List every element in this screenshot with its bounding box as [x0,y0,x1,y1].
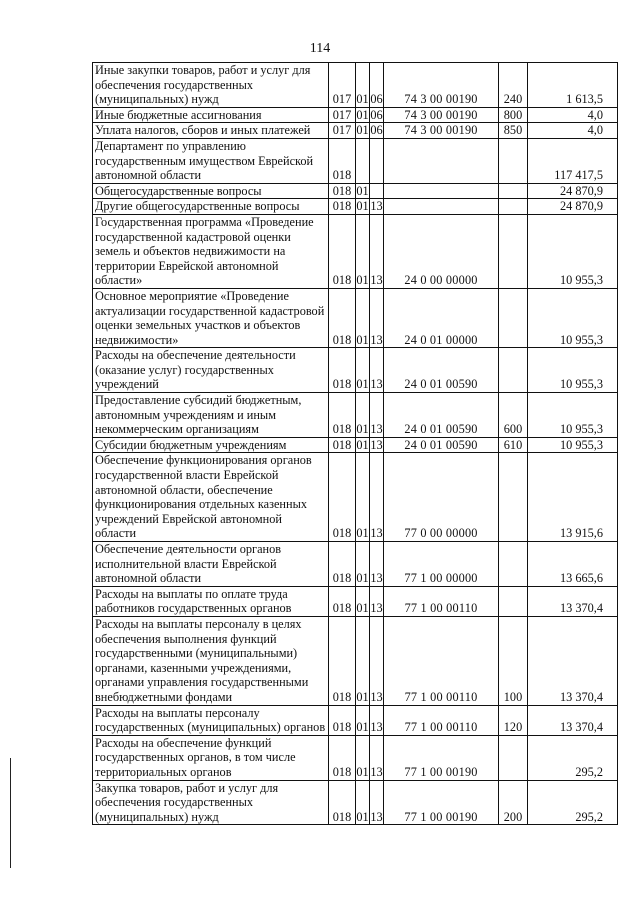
subsection-code: 13 [370,780,384,825]
amount: 10 955,3 [528,393,618,438]
expense-type-code [499,586,528,616]
table-row [93,63,618,108]
amount: 10 955,3 [528,214,618,288]
row-name: Расходы на выплаты персоналу в целях обеспечения выполнения функций государственными (муниципальными) органами, казенными учреждениями, органами управления государственными внебюджетными фондами [93,616,329,705]
amount: 1 613,5 [528,63,618,108]
row-name: Департамент по управлению государственным имуществом Еврейской автономной области [93,138,329,183]
target-article-code: 74 3 00 00190 [384,123,499,139]
amount: 117 417,5 [528,138,618,183]
section-code: 01 [356,542,370,587]
amount: 295,2 [528,735,618,780]
subsection-code: 13 [370,214,384,288]
page-number: 114 [309,41,331,56]
section-code: 01 [356,437,369,452]
amount: 10 955,3 [528,348,618,393]
row-name: Государственная программа «Проведение государственной кадастровой оценки земель и объектов недвижимости на территории Еврейской автономной области» [93,214,329,288]
target-article-code: 77 1 00 00000 [384,542,499,587]
table-row [93,138,618,183]
amount: 13 370,4 [528,705,618,735]
subsection-code: 13 [370,199,383,214]
ministry-code: 018 [329,453,356,542]
expense-type-code [499,214,528,288]
row-name: Расходы на выплаты персоналу государственных (муниципальных) органов [93,705,329,735]
ministry-code: 017 [329,123,356,139]
subsection-code: 13 [370,348,384,393]
margin-line [10,758,11,868]
expense-type-code: 850 [499,123,528,139]
ministry-code: 017 [329,63,356,108]
ministry-code: 018 [329,393,356,438]
ministry-code: 018 [329,542,356,587]
section-code: 01 [356,214,370,288]
row-name: Расходы на выплаты по оплате труда работников государственных органов [93,586,329,616]
table-row [93,735,618,780]
section-code: 01 [356,348,370,393]
row-name: Основное мероприятие «Проведение актуализации государственной кадастровой оценки земельных участков и объектов недвижимости» [93,288,329,347]
section-code: 01 [356,780,370,825]
table-row [93,437,618,453]
section-code: 01 [356,453,370,542]
target-article-code [384,183,499,199]
subsection-code: 13 [370,616,384,705]
target-article-code: 74 3 00 00190 [384,63,499,108]
row-name: Расходы на обеспечение деятельности (оказание услуг) государственных учреждений [93,348,329,393]
section-code: 01 [356,63,370,108]
subsection-code: 13 [370,586,384,616]
table-row [93,348,618,393]
target-article-code: 77 1 00 00110 [384,616,499,705]
table-row [93,705,618,735]
expense-type-code [499,183,528,199]
row-name: Уплата налогов, сборов и иных платежей [93,123,329,139]
ministry-code: 018 [329,616,356,705]
row-name: Общегосударственные вопросы [93,183,329,199]
row-name: Иные закупки товаров, работ и услуг для обеспечения государственных (муниципальных) нужд [93,63,329,108]
target-article-code: 77 0 00 00000 [384,453,499,542]
amount: 13 370,4 [528,586,618,616]
amount: 24 870,9 [528,199,618,215]
table-row [93,586,618,616]
table-row [93,107,618,123]
subsection-code: 13 [370,542,384,587]
table-row [93,393,618,438]
ministry-code: 018 [329,288,356,347]
subsection-code: 13 [370,393,384,438]
section-code: 01 [356,616,370,705]
subsection-code: 13 [370,453,384,542]
row-name: Субсидии бюджетным учреждениям [93,437,329,453]
budget-table [92,62,618,825]
table-row [93,616,618,705]
amount: 4,0 [528,107,618,123]
row-name: Обеспечение деятельности органов исполнительной власти Еврейской автономной области [93,542,329,587]
table-row [93,288,618,347]
target-article-code [384,138,499,183]
ministry-code: 018 [329,437,356,453]
ministry-code: 018 [329,705,356,735]
section-code: 01 [356,288,370,347]
subsection-code: 06 [370,63,384,108]
subsection-code: 06 [370,123,383,138]
ministry-code: 018 [329,214,356,288]
expense-type-code: 200 [499,780,528,825]
target-article-code: 77 1 00 00190 [384,735,499,780]
row-name: Обеспечение функционирования органов государственной власти Еврейской автономной области, обеспечение функционирования отдельных казенных учреждений Еврейской автономной области [93,453,329,542]
table-row [93,183,618,199]
table-row [93,542,618,587]
expense-type-code: 240 [499,63,528,108]
row-name: Расходы на обеспечение функций государственных органов, в том числе территориальных органов [93,735,329,780]
target-article-code: 24 0 01 00000 [384,288,499,347]
subsection-code: 06 [370,107,383,122]
amount: 13 370,4 [528,616,618,705]
row-name: Предоставление субсидий бюджетным, автономным учреждениям и иным некоммерческим организациям [93,393,329,438]
table-row [93,780,618,825]
subsection-code: 13 [370,735,384,780]
section-code: 01 [356,123,369,138]
target-article-code: 24 0 00 00000 [384,214,499,288]
expense-type-code [499,138,528,183]
expense-type-code: 120 [499,705,528,735]
section-code: 01 [356,735,370,780]
subsection-code: 13 [370,437,383,452]
subsection-code [370,138,384,183]
amount: 10 955,3 [528,437,618,453]
expense-type-code: 610 [499,437,528,453]
section-code: 01 [356,393,370,438]
target-article-code: 74 3 00 00190 [384,107,499,123]
expense-type-code [499,199,528,215]
section-code: 01 [356,107,369,122]
amount: 4,0 [528,123,618,139]
expense-type-code: 800 [499,107,528,123]
ministry-code: 018 [329,138,356,183]
section-code: 01 [356,183,369,198]
target-article-code: 77 1 00 00110 [384,705,499,735]
subsection-code: 13 [370,288,384,347]
target-article-code: 24 0 01 00590 [384,348,499,393]
section-code [356,138,370,183]
table-row [93,214,618,288]
target-article-code [384,199,499,215]
expense-type-code [499,542,528,587]
amount: 13 665,6 [528,542,618,587]
amount: 24 870,9 [528,183,618,199]
row-name: Закупка товаров, работ и услуг для обеспечения государственных (муниципальных) нужд [93,780,329,825]
ministry-code: 018 [329,780,356,825]
table-row [93,199,618,215]
ministry-code: 018 [329,183,356,199]
amount: 295,2 [528,780,618,825]
row-name: Другие общегосударственные вопросы [93,199,329,215]
amount: 13 915,6 [528,453,618,542]
target-article-code: 24 0 01 00590 [384,437,499,453]
section-code: 01 [356,705,370,735]
target-article-code: 77 1 00 00110 [384,586,499,616]
ministry-code: 018 [329,348,356,393]
section-code: 01 [356,199,369,214]
subsection-code [370,183,384,199]
expense-type-code [499,348,528,393]
expense-type-code [499,453,528,542]
ministry-code: 018 [329,586,356,616]
expense-type-code: 100 [499,616,528,705]
expense-type-code [499,735,528,780]
expense-type-code: 600 [499,393,528,438]
target-article-code: 77 1 00 00190 [384,780,499,825]
amount: 10 955,3 [528,288,618,347]
ministry-code: 017 [329,107,356,123]
expense-type-code [499,288,528,347]
ministry-code: 018 [329,735,356,780]
table-row [93,123,618,139]
row-name: Иные бюджетные ассигнования [93,107,329,123]
section-code: 01 [356,586,370,616]
table-row [93,453,618,542]
target-article-code: 24 0 01 00590 [384,393,499,438]
ministry-code: 018 [329,199,356,215]
subsection-code: 13 [370,705,384,735]
